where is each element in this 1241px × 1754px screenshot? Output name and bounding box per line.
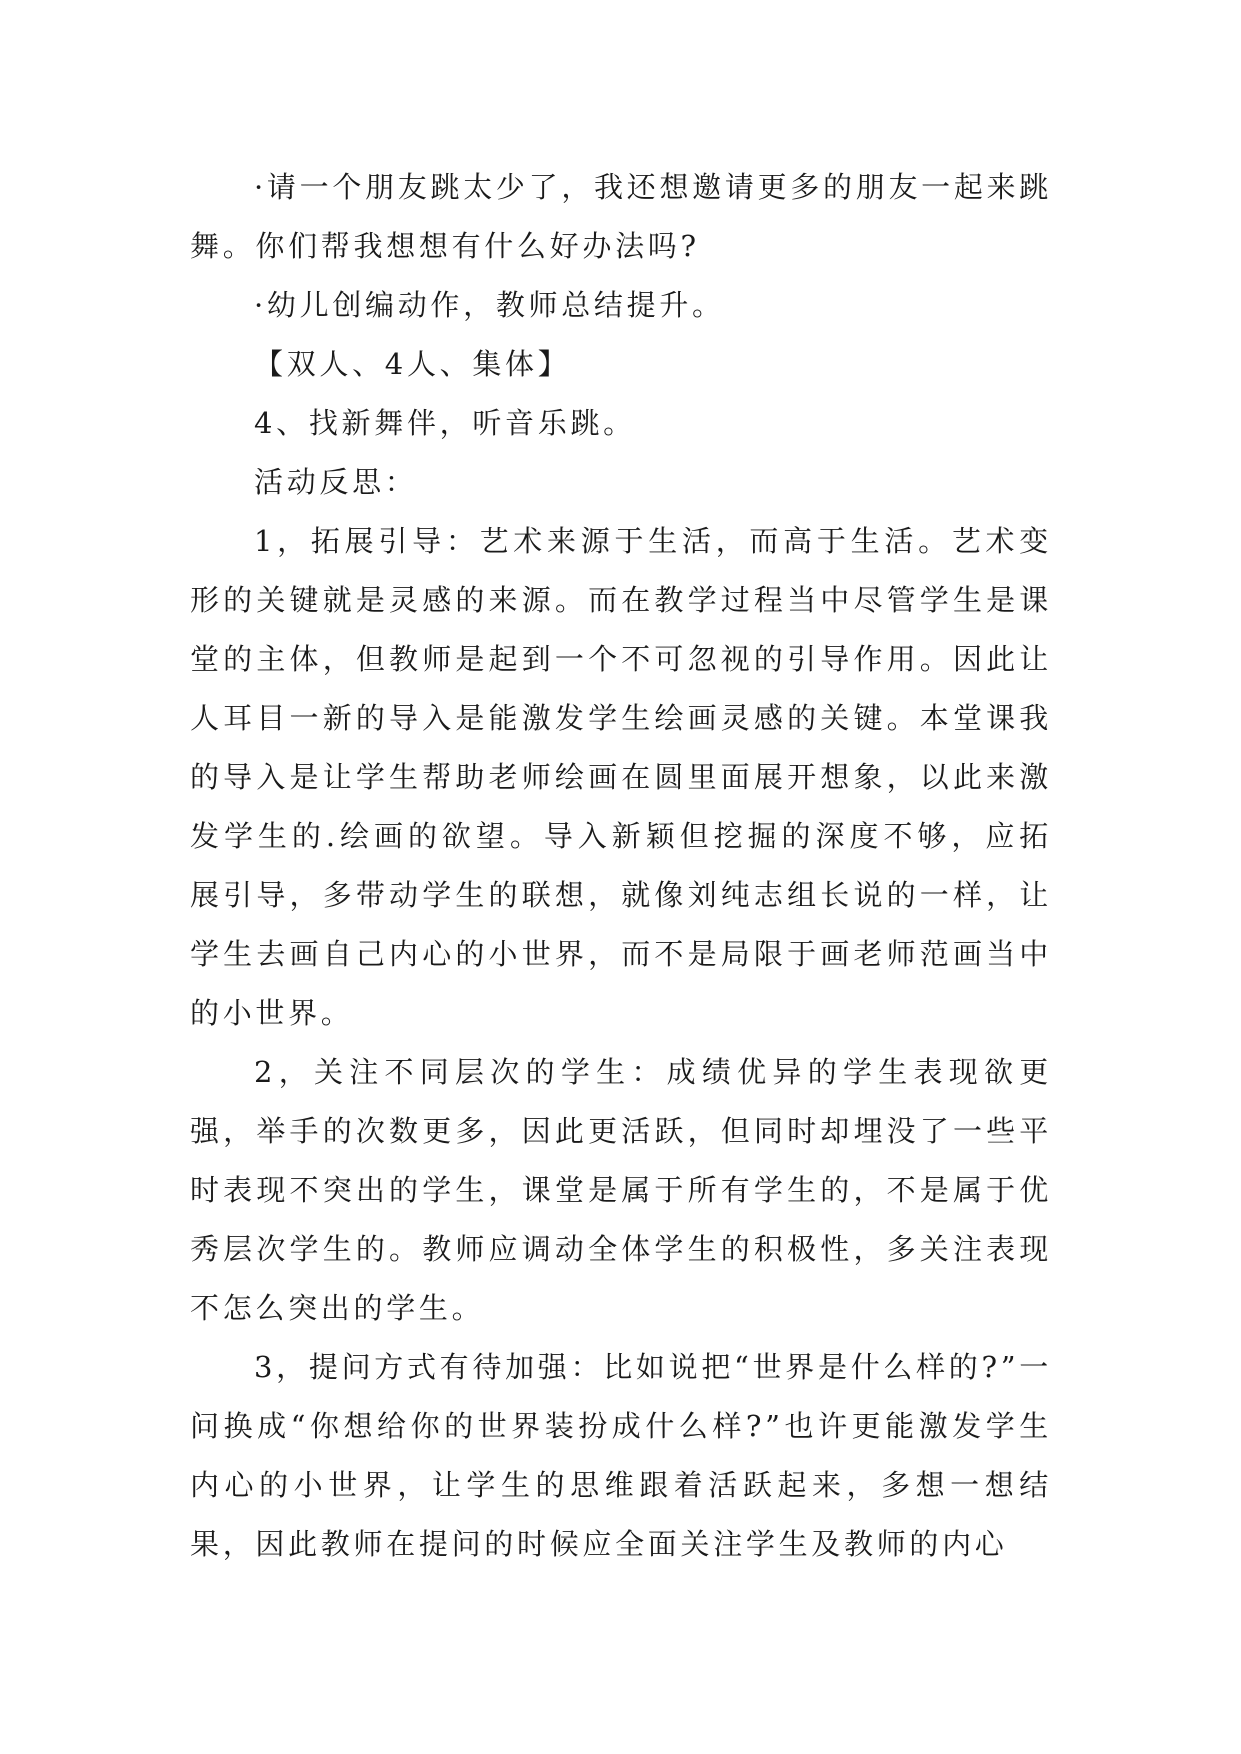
paragraph-invite-friends: ·请一个朋友跳太少了，我还想邀请更多的朋友一起来跳舞。你们帮我想想有什么好办法吗? <box>190 170 1052 263</box>
section-heading-reflection: 活动反思： <box>254 465 418 499</box>
paragraph-reflection-3: 3，提问方式有待加强：比如说把“世界是什么样的?”一问换成“你想给你的世界装扮成什么样?”也许更能激发学生内心的小世界，让学生的思维跟着活跃起来，多想一想结果，因此教师在提问的时候应全面关注学生及教师的内心 <box>190 1350 1052 1561</box>
document-body <box>190 158 1052 1574</box>
paragraph-group-types: 【双人、4人、集体】 <box>254 347 571 381</box>
paragraph-step-4: 4、找新舞伴，听音乐跳。 <box>254 406 636 440</box>
paragraph-reflection-2: 2，关注不同层次的学生：成绩优异的学生表现欲更强，举手的次数更多，因此更活跃，但同时却埋没了一些平时表现不突出的学生，课堂是属于所有学生的，不是属于优秀层次学生的。教师应调动全体学生的积极性，多关注表现不怎么突出的学生。 <box>190 1055 1052 1325</box>
paragraph-create-moves: ·幼儿创编动作，教师总结提升。 <box>254 288 725 322</box>
paragraph-reflection-1: 1，拓展引导：艺术来源于生活，而高于生活。艺术变形的关键就是灵感的来源。而在教学过程当中尽管学生是课堂的主体，但教师是起到一个不可忽视的引导作用。因此让人耳目一新的导入是能激发学生绘画灵感的关键。本堂课我的导入是让学生帮助老师绘画在圆里面展开想象，以此来激发学生的.绘画的欲望。导入新颖但挖掘的深度不够，应拓展引导，多带动学生的联想，就像刘纯志组长说的一样，让学生去画自己内心的小世界，而不是局限于画老师范画当中的小世界。 <box>190 524 1052 1030</box>
